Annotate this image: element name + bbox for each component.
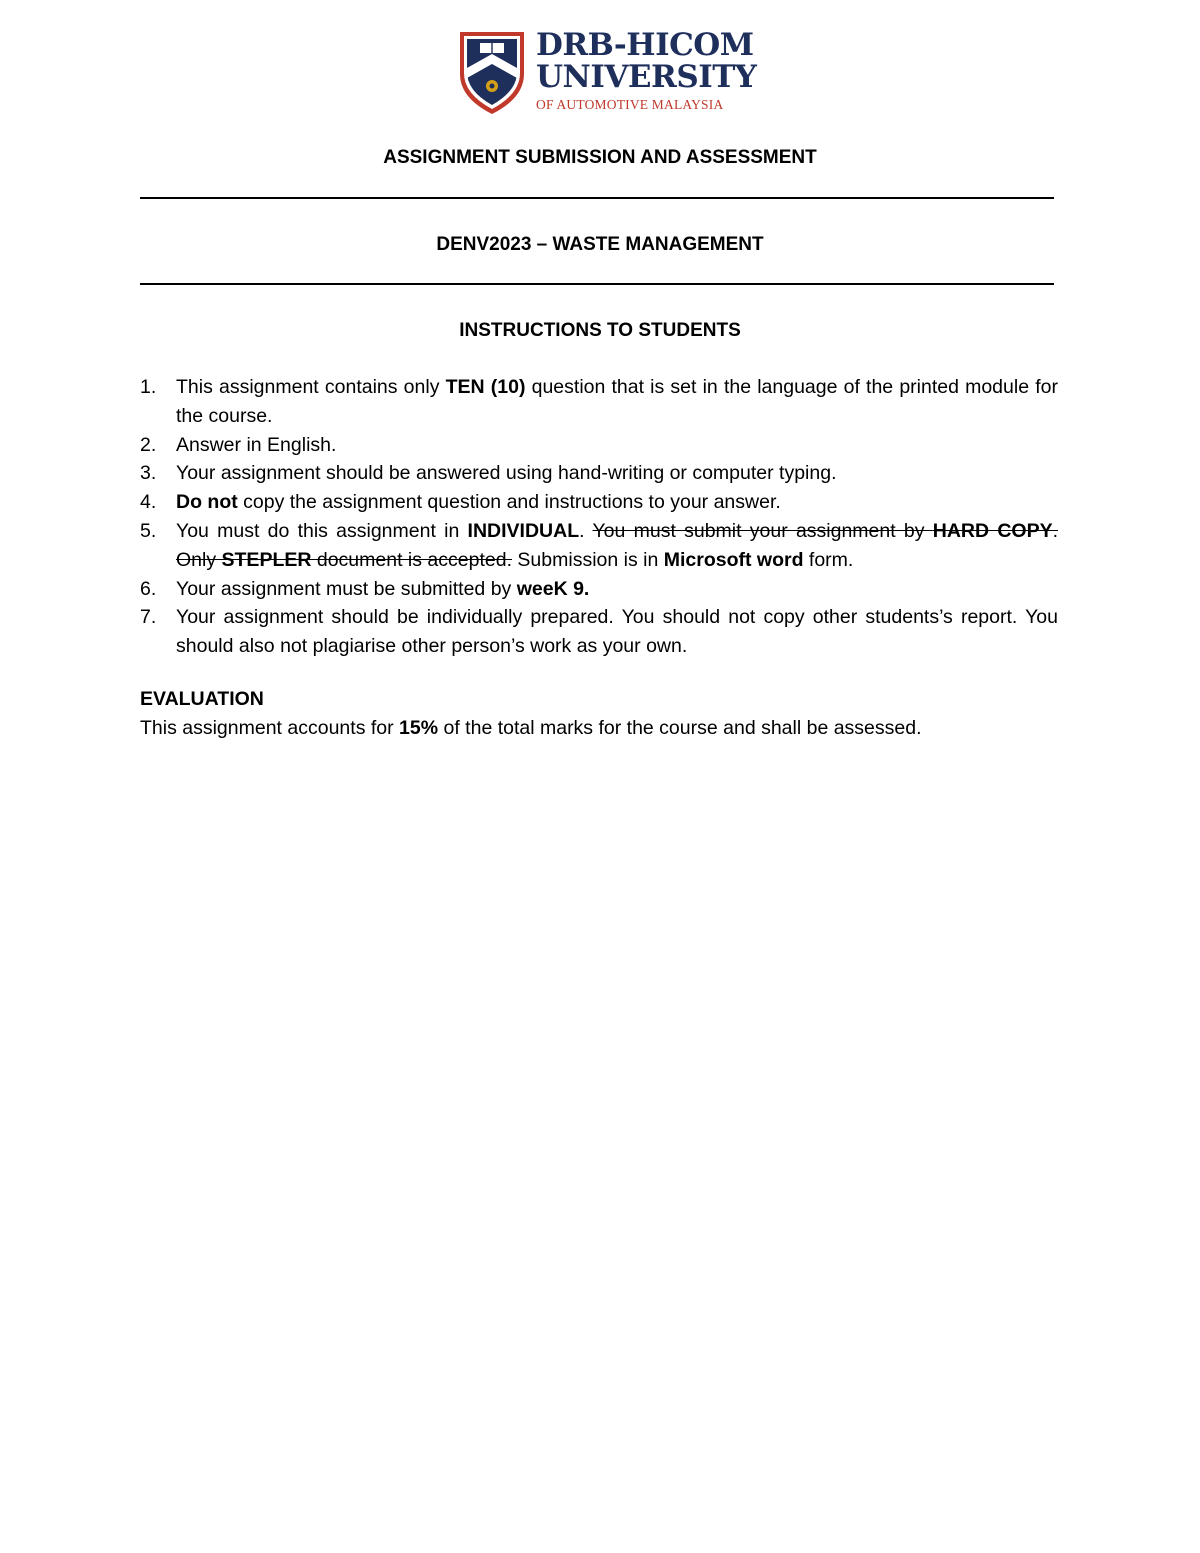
instructions-heading: INSTRUCTIONS TO STUDENTS [459, 320, 741, 341]
instruction-item: 4. Do not copy the assignment question and instructions to your answer. [140, 491, 781, 514]
logo-line-2: UNIVERSITY [536, 59, 757, 95]
divider-top [140, 197, 1054, 199]
logo-line-3: OF AUTOMOTIVE MALAYSIA [536, 97, 724, 112]
instruction-item: 2. Answer in English. [140, 433, 337, 456]
instruction-item: 6. Your assignment must be submitted by weeK 9. [140, 577, 590, 600]
instruction-item: 7. Your assignment should be individually prepared. You should not copy other students’s report. You should also not plagiarise other person’s work as your own. [140, 606, 1058, 658]
struck-text: You must submit your assignment by HARD COPY. Only STEPLER document is accepted. [176, 519, 1059, 571]
evaluation-text: This assignment accounts for 15% of the total marks for the course and shall be assessed. [140, 717, 922, 739]
university-crest-icon [456, 26, 528, 116]
divider-bottom [140, 283, 1054, 285]
logo-line-1: DRB-HICOM [536, 27, 754, 63]
evaluation-heading: EVALUATION [140, 688, 264, 710]
instruction-item: 1. This assignment contains only TEN (10) question that is set in the language of the printed module for the course. [140, 376, 1058, 427]
instructions-list [140, 373, 1058, 661]
course-title: DENV2023 – WASTE MANAGEMENT [436, 234, 764, 255]
instruction-item: 3. Your assignment should be answered using hand-writing or computer typing. [140, 462, 837, 485]
university-logo [456, 26, 756, 116]
instruction-item: 5. You must do this assignment in INDIVIDUAL. You must submit your assignment by HARD COPY. Only STEPLER document is accepted. Submission is in Microsoft word form. [140, 519, 1059, 571]
document-title: ASSIGNMENT SUBMISSION AND ASSESSMENT [383, 147, 817, 168]
